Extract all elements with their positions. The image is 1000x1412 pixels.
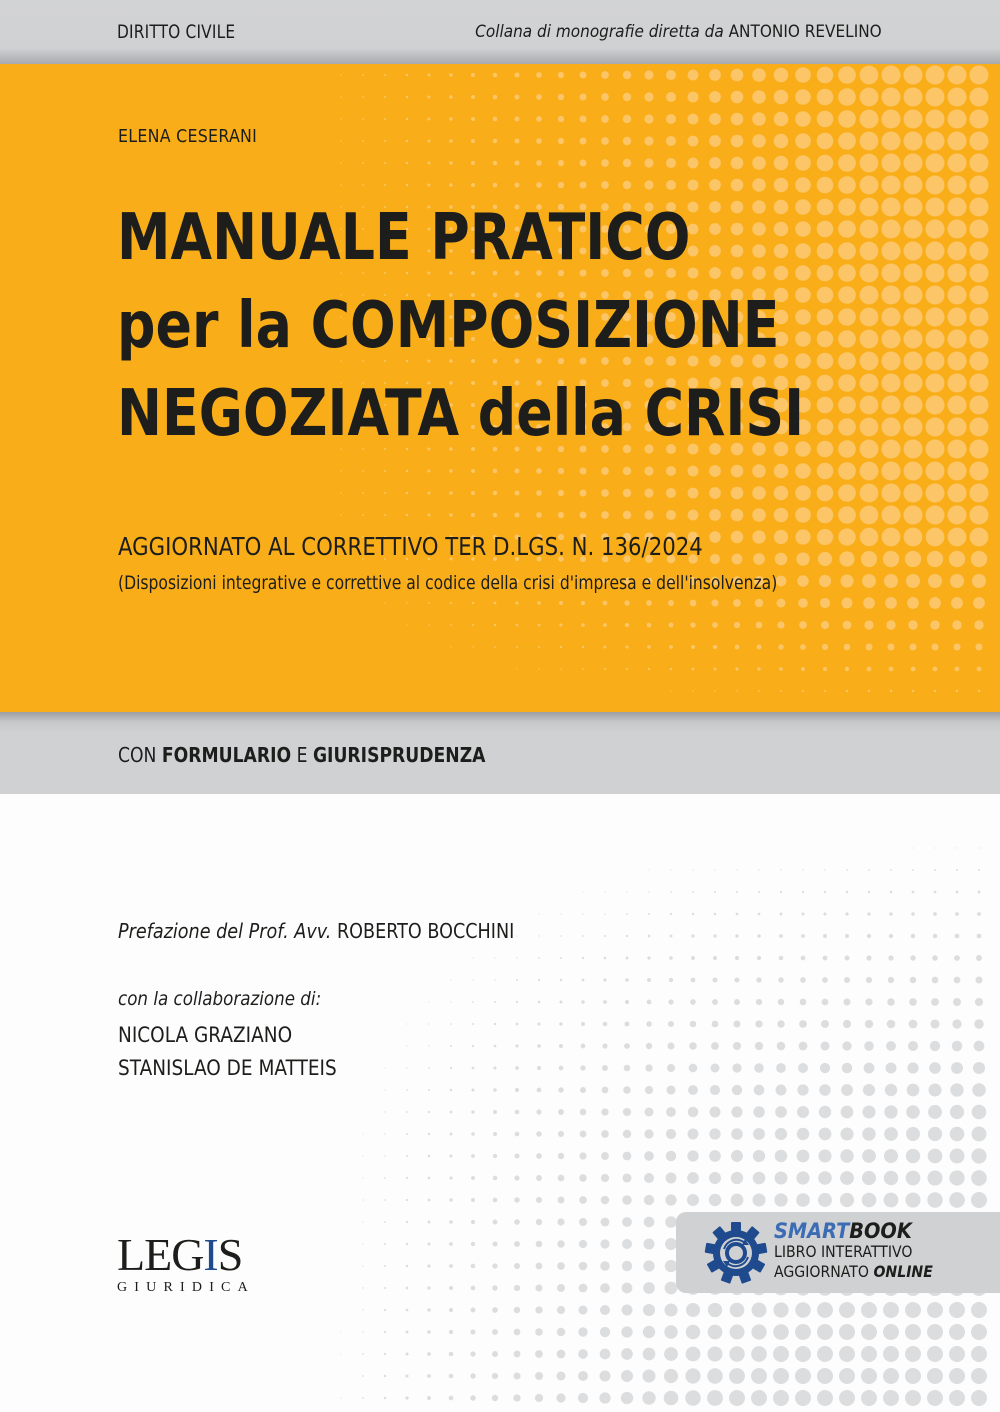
- halftone-dots-pattern-gray: [0, 794, 1000, 1412]
- cover-title-panel: [0, 64, 1000, 712]
- subtitle: AGGIORNATO AL CORRETTIVO TER D.LGS. N. 136/2024: [118, 532, 703, 561]
- smartbook-badge: [676, 1212, 1000, 1293]
- smartbook-line-2: AGGIORNATO ONLINE: [774, 1262, 933, 1281]
- features-text: [118, 743, 485, 767]
- collana-info: [475, 22, 882, 42]
- series-header-band: [0, 0, 1000, 64]
- collana-prefix: Collana di monografie diretta da: [475, 22, 725, 42]
- subtitle-note: (Disposizioni integrative e correttive al codice della crisi d'impresa e dell'insolvenza): [118, 572, 778, 594]
- features-band: [0, 712, 1000, 794]
- book-title: [117, 194, 804, 458]
- author-name: ELENA CESERANI: [118, 126, 258, 147]
- gear-refresh-icon: [704, 1221, 768, 1285]
- logo-wordmark: LEGIS: [117, 1229, 243, 1280]
- smartbook-text: [774, 1220, 955, 1282]
- collaborator-name: STANISLAO DE MATTEIS: [118, 1056, 337, 1080]
- features-prefix: CON: [118, 743, 157, 767]
- collaboration-label: con la collaborazione di:: [118, 988, 322, 1010]
- features-conj: E: [296, 743, 308, 767]
- publisher-logo: [117, 1229, 277, 1296]
- title-line-2: per la COMPOSIZIONE: [117, 289, 780, 363]
- preface-credit: [118, 919, 514, 943]
- smartbook-title: SMARTBOOK: [774, 1219, 912, 1243]
- smartbook-line-1: LIBRO INTERATTIVO: [774, 1242, 913, 1261]
- collana-director: ANTONIO REVELINO: [728, 22, 882, 42]
- feature-formulario: FORMULARIO: [161, 743, 292, 767]
- preface-prefix: Prefazione del Prof. Avv.: [118, 919, 332, 943]
- feature-giurisprudenza: GIURISPRUDENZA: [312, 743, 486, 767]
- collaborator-name: NICOLA GRAZIANO: [118, 1023, 293, 1047]
- logo-subtitle: GIURIDICA: [117, 1280, 255, 1295]
- series-label: DIRITTO CIVILE: [117, 21, 236, 43]
- title-line-3: NEGOZIATA della CRISI: [117, 377, 805, 451]
- title-line-1: MANUALE PRATICO: [117, 201, 691, 275]
- preface-name: ROBERTO BOCCHINI: [336, 919, 515, 943]
